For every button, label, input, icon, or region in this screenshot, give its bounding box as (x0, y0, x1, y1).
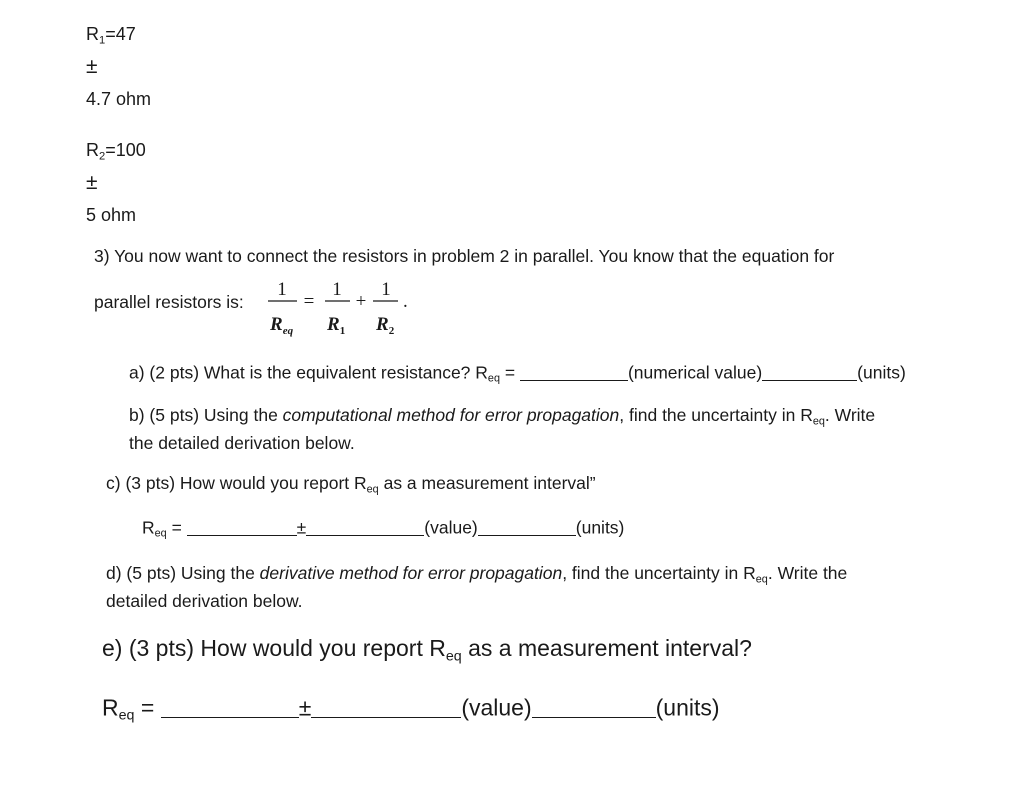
part-e-pm: ± (298, 694, 312, 721)
part-b-italic: computational method for error propagation (282, 405, 620, 425)
part-e-text1: e) (3 pts) How would you report R (102, 635, 446, 661)
r2-plus-minus: ± (86, 171, 98, 194)
r1-uncertainty: 4.7 ohm (86, 89, 152, 109)
part-a-blank-1[interactable] (520, 362, 628, 381)
part-d-line2: detailed derivation below. (106, 591, 303, 611)
part-e-req: R (102, 694, 119, 721)
part-d-line1 (106, 563, 847, 584)
r1-label: $R_1=47$ (86, 24, 136, 47)
part-c-value-label: (value) (424, 517, 478, 538)
part-c-sub: eq (366, 483, 379, 496)
part-b-line1 (129, 405, 875, 426)
eq-plus: + (355, 291, 367, 312)
part-a-units-label: (units) (857, 362, 906, 383)
part-c-blank-1[interactable] (187, 517, 297, 536)
problem-intro-line2: parallel resistors is: (94, 292, 244, 312)
part-e-answer (102, 694, 720, 724)
part-b-line2: the detailed derivation below. (129, 433, 355, 453)
part-e-req-sub: eq (118, 707, 135, 724)
part-e-blank-1[interactable] (161, 694, 299, 718)
part-a (129, 362, 906, 383)
r2-uncertainty: 5 ohm (86, 205, 137, 225)
eq-equals: = (303, 291, 315, 312)
part-b-sub: eq (812, 415, 825, 428)
part-d-text1: d) (5 pts) Using the (106, 563, 260, 583)
eq-numerator-1: 1 (277, 279, 287, 300)
problem-intro-line1: 3) You now want to connect the resistors in problem 2 in parallel. You know that the equation for (94, 246, 835, 266)
part-b-text3: . Write (824, 405, 876, 425)
part-e-blank-2[interactable] (311, 694, 461, 718)
r1-plus-minus: ± (86, 55, 98, 78)
eq-numerator-2: 1 (332, 279, 342, 300)
part-b-text2: , find the uncertainty in R (619, 405, 813, 425)
eq-denominator-r2: $R_2$ (376, 314, 395, 337)
part-c-blank-2[interactable] (306, 517, 424, 536)
part-c-pm: ± (296, 517, 307, 538)
part-c-answer (142, 517, 624, 538)
eq-numerator-3: 1 (381, 279, 391, 300)
part-e-units-label: (units) (655, 694, 720, 721)
part-e-eq: = (134, 694, 161, 721)
eq-denominator-r1: $R_1$ (327, 314, 346, 337)
part-e (102, 635, 752, 665)
parallel-resistor-equation (265, 276, 415, 338)
part-c-eq: = (166, 517, 187, 538)
part-c-text1: c) (3 pts) How would you report R (106, 473, 367, 493)
part-a-blank-2[interactable] (762, 362, 857, 381)
part-e-blank-3[interactable] (532, 694, 656, 718)
part-a-eq: = (499, 362, 520, 383)
part-c (106, 473, 596, 494)
part-d-text3: . Write the (767, 563, 848, 583)
part-e-text2: as a measurement interval? (461, 635, 752, 661)
eq-period: . (403, 291, 408, 312)
part-a-value-label: (numerical value) (627, 362, 763, 383)
r2-label: $R_2=100$ (86, 140, 146, 163)
part-e-sub: eq (445, 648, 462, 665)
part-e-value-label: (value) (461, 694, 532, 721)
part-c-units-label: (units) (575, 517, 625, 538)
part-b-text1: b) (5 pts) Using the (129, 405, 283, 425)
eq-denominator-req: $R_{eq}$ (270, 314, 294, 337)
part-d-italic: derivative method for error propagation (259, 563, 563, 583)
part-c-req-sub: eq (154, 527, 167, 540)
part-c-blank-3[interactable] (478, 517, 576, 536)
part-a-text: a) (2 pts) What is the equivalent resistance? R (129, 362, 488, 383)
part-a-sub: eq (487, 372, 500, 385)
part-d-text2: , find the uncertainty in R (562, 563, 756, 583)
part-d-sub: eq (755, 573, 768, 586)
part-c-req: R (142, 517, 155, 538)
part-c-text2: as a measurement interval” (378, 473, 596, 493)
